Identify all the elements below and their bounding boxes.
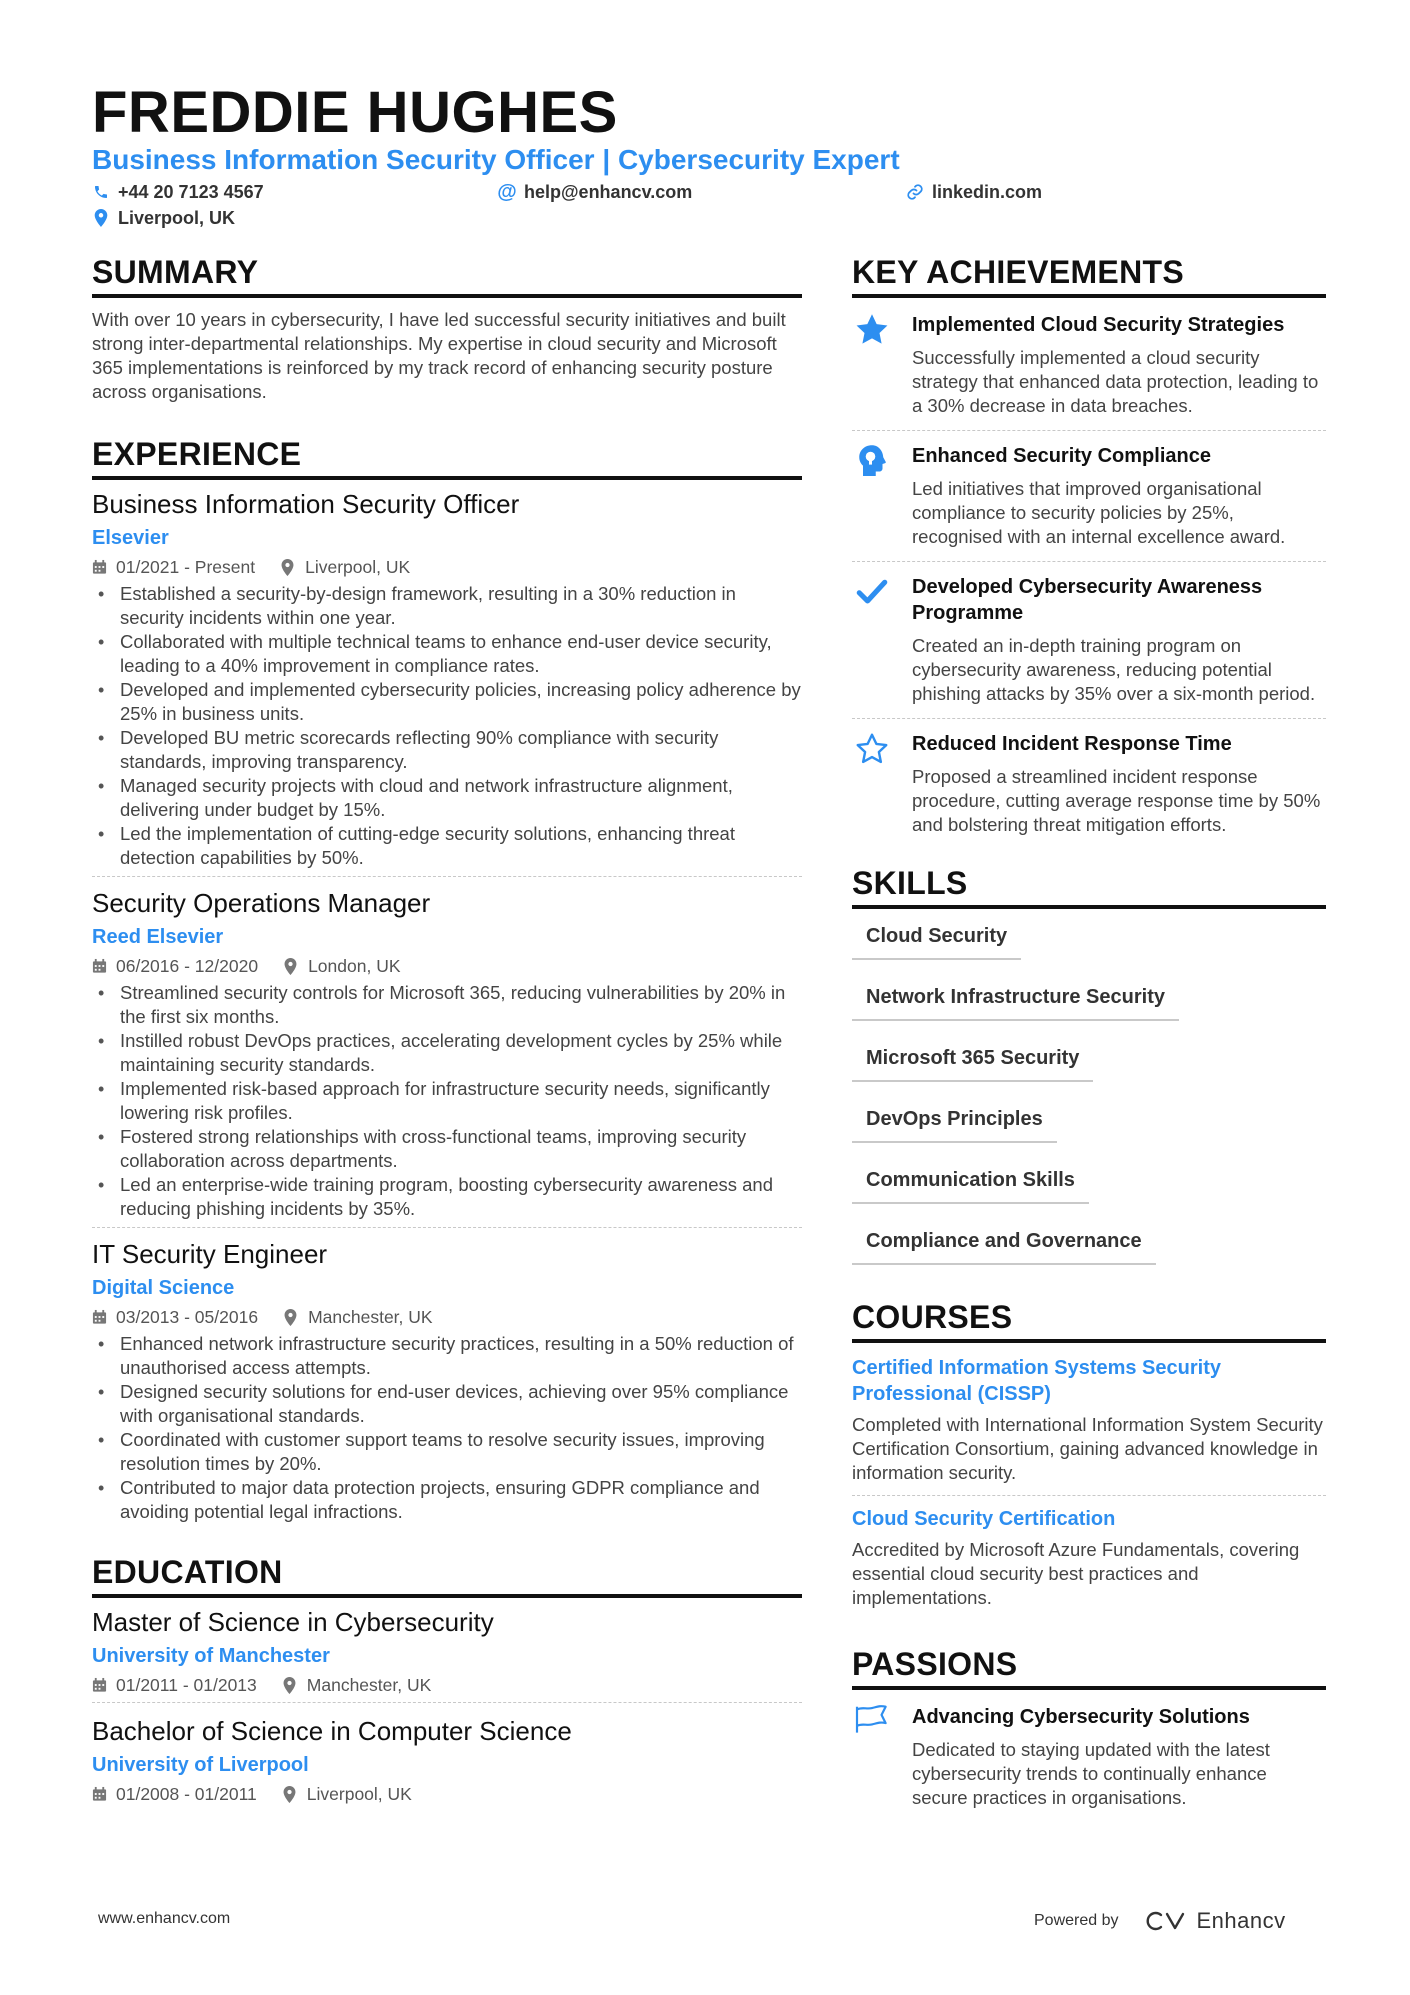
job-bullet: • Led an enterprise-wide training program, boosting cybersecurity awareness and reducing phishing incidents by 35%. [92, 1173, 802, 1221]
candidate-name: FREDDIE HUGHES [92, 80, 618, 145]
flag-icon [852, 1704, 912, 1810]
experience-entry [92, 876, 802, 1227]
achievement-title: Developed Cybersecurity Awareness Programme [912, 576, 1263, 624]
entry-meta [92, 955, 802, 977]
course-title: Cloud Security Certification [852, 1508, 1116, 1530]
skill-tag: DevOps Principles [852, 1102, 1057, 1143]
contact-linkedin[interactable] [906, 180, 1042, 204]
contact-email[interactable] [498, 180, 692, 204]
job-title: IT Security Engineer [92, 1239, 328, 1269]
achievement-description: Proposed a streamlined incident response procedure, cutting average response time by 50% and bolstering threat mitigation efforts. [912, 766, 1321, 835]
entry-meta [92, 1306, 802, 1328]
course-description: Accredited by Microsoft Azure Fundamentals, covering essential cloud security best practices and implementations. [852, 1539, 1300, 1608]
skill-tag: Communication Skills [852, 1163, 1089, 1204]
achievement-title: Enhanced Security Compliance [912, 445, 1211, 467]
entry-location [283, 1674, 432, 1696]
star-filled-icon [852, 312, 912, 418]
location-pin-icon [284, 958, 300, 974]
linkedin-text[interactable]: linkedin.com [932, 182, 1043, 202]
job-title: Business Information Security Officer [92, 489, 520, 519]
entry-dates [92, 556, 255, 578]
entry-meta [92, 1783, 802, 1805]
achievement-body [912, 574, 1326, 706]
passion-item [852, 1692, 1326, 1822]
skill-row [852, 1102, 1326, 1163]
at-sign-icon: @ [497, 181, 517, 203]
course-item [852, 1495, 1326, 1620]
skill-row [852, 919, 1326, 980]
job-bullet: • Instilled robust DevOps practices, accelerating development cycles by 25% while maintaining security standards. [92, 1029, 802, 1077]
experience-entry [92, 488, 802, 876]
job-bullet: • Implemented risk-based approach for infrastructure security needs, significantly lowering risk profiles. [92, 1077, 802, 1125]
skill-row [852, 1041, 1326, 1102]
enhancv-logo[interactable] [1143, 1908, 1286, 1934]
passions-list [852, 1692, 1326, 1822]
star-outline-icon [852, 731, 912, 837]
calendar-icon [92, 1309, 108, 1325]
job-bullet: • Coordinated with customer support teams to resolve security issues, improving resolution times by 20%. [92, 1428, 802, 1476]
entry-location-text: Liverpool, UK [306, 1784, 412, 1804]
entry-dates [92, 1674, 257, 1696]
education-list [92, 1606, 802, 1811]
job-bullet: • Developed BU metric scorecards reflecting 90% compliance with security standards, improving transparency. [92, 726, 802, 774]
passions-heading: PASSIONS [852, 1644, 1326, 1690]
powered-by-label: Powered by [1034, 1912, 1119, 1929]
job-bullet: • Established a security-by-design framework, resulting in a 30% reduction in security incidents within one year. [92, 582, 802, 630]
achievement-body [912, 312, 1326, 418]
footer-url[interactable]: www.enhancv.com [98, 1910, 231, 1927]
course-item [852, 1345, 1326, 1495]
experience-heading: EXPERIENCE [92, 434, 802, 480]
job-bullet: • Contributed to major data protection projects, ensuring GDPR compliance and avoiding potential legal infractions. [92, 1476, 802, 1524]
achievement-item [852, 718, 1326, 849]
location-text: Liverpool, UK [118, 208, 236, 228]
job-bullets [92, 981, 802, 1221]
entry-location [284, 1306, 433, 1328]
calendar-icon [92, 1786, 108, 1802]
achievements-section [852, 252, 1326, 849]
skill-tag: Network Infrastructure Security [852, 980, 1179, 1021]
course-description: Completed with International Information System Security Certification Consortium, gaining advanced knowledge in information security. [852, 1414, 1323, 1483]
entry-location-text: Liverpool, UK [305, 557, 411, 577]
education-entry [92, 1606, 802, 1702]
achievement-title: Reduced Incident Response Time [912, 733, 1232, 755]
achievements-list [852, 300, 1326, 849]
job-bullet: • Collaborated with multiple technical teams to enhance end-user device security, leading to a 40% improvement in compliance rates. [92, 630, 802, 678]
school-name: University of Liverpool [92, 1754, 309, 1776]
company-name: Reed Elsevier [92, 926, 224, 948]
job-bullet: • Fostered strong relationships with cross-functional teams, improving security collaboration across departments. [92, 1125, 802, 1173]
skill-row [852, 1163, 1326, 1224]
skill-tag: Cloud Security [852, 919, 1021, 960]
entry-location-text: Manchester, UK [306, 1675, 432, 1695]
job-bullet: • Streamlined security controls for Microsoft 365, reducing vulnerabilities by 20% in the first six months. [92, 981, 802, 1029]
achievements-heading: KEY ACHIEVEMENTS [852, 252, 1326, 298]
skills-list [852, 919, 1326, 1285]
phone-icon [92, 183, 110, 201]
location-pin-icon [283, 1786, 299, 1802]
left-column [92, 252, 802, 1811]
degree-title: Bachelor of Science in Computer Science [92, 1716, 572, 1746]
entry-dates-text: 01/2008 - 01/2011 [116, 1784, 257, 1804]
entry-meta [92, 1674, 802, 1696]
entry-dates-text: 03/2013 - 05/2016 [116, 1307, 259, 1327]
entry-dates [92, 1306, 258, 1328]
achievement-body [912, 731, 1326, 837]
course-title: Certified Information Systems Security Professional (CISSP) [852, 1357, 1221, 1405]
email-text[interactable]: help@enhancv.com [524, 182, 693, 202]
entry-location [283, 1783, 412, 1805]
footer-powered-by [1034, 1908, 1286, 1934]
skill-row [852, 1224, 1326, 1285]
passions-section [852, 1644, 1326, 1822]
contact-phone [92, 180, 264, 204]
job-bullets [92, 1332, 802, 1524]
company-name: Elsevier [92, 527, 169, 549]
company-name: Digital Science [92, 1277, 235, 1299]
passion-body [912, 1704, 1326, 1810]
enhancv-logo-icon [1143, 1909, 1189, 1933]
achievement-item [852, 430, 1326, 561]
achievement-body [912, 443, 1326, 549]
contact-location [92, 206, 235, 230]
candidate-headline: Business Information Security Officer | Cybersecurity Expert [92, 144, 900, 175]
entry-dates-text: 01/2021 - Present [116, 557, 256, 577]
checkmark-icon [852, 574, 912, 706]
courses-section [852, 1297, 1326, 1620]
experience-section [92, 434, 802, 1530]
achievement-item [852, 561, 1326, 718]
education-section [92, 1552, 802, 1811]
entry-dates-text: 06/2016 - 12/2020 [116, 956, 259, 976]
experience-entry [92, 1227, 802, 1530]
skills-section [852, 863, 1326, 1285]
entry-dates-text: 01/2011 - 01/2013 [116, 1675, 257, 1695]
enhancv-logo-text: Enhancv [1196, 1908, 1286, 1933]
summary-section [92, 252, 802, 404]
achievement-item [852, 300, 1326, 430]
job-bullet: • Designed security solutions for end-user devices, achieving over 95% compliance with organisational standards. [92, 1380, 802, 1428]
entry-dates [92, 955, 258, 977]
phone-text: +44 20 7123 4567 [118, 182, 264, 202]
entry-location [284, 955, 400, 977]
job-bullet: • Led the implementation of cutting-edge security solutions, enhancing threat detection capabilities by 50%. [92, 822, 802, 870]
entry-meta [92, 556, 802, 578]
job-bullet: • Enhanced network infrastructure security practices, resulting in a 50% reduction of unauthorised access attempts. [92, 1332, 802, 1380]
location-pin-icon [92, 209, 110, 227]
calendar-icon [92, 559, 108, 575]
courses-heading: COURSES [852, 1297, 1326, 1343]
passion-title: Advancing Cybersecurity Solutions [912, 1706, 1250, 1728]
education-heading: EDUCATION [92, 1552, 802, 1598]
degree-title: Master of Science in Cybersecurity [92, 1607, 494, 1637]
head-bulb-icon [852, 443, 912, 549]
education-entry [92, 1702, 802, 1811]
link-icon [906, 183, 924, 201]
summary-text: With over 10 years in cybersecurity, I have led successful security initiatives and built strong inter-departmental relationships. My expertise in cloud security and Microsoft 365 implementations is reinforced by my track record of enhancing security posture across organisations. [92, 309, 786, 402]
achievement-description: Successfully implemented a cloud security strategy that enhanced data protection, leading to a 30% decrease in data breaches. [912, 347, 1319, 416]
job-title: Security Operations Manager [92, 888, 431, 918]
calendar-icon [92, 1677, 108, 1693]
school-name: University of Manchester [92, 1645, 330, 1667]
right-column [852, 252, 1326, 1822]
job-bullet: • Managed security projects with cloud and network infrastructure alignment, delivering under budget by 15%. [92, 774, 802, 822]
achievement-description: Led initiatives that improved organisational compliance to security policies by 25%, recognised with an internal excellence award. [912, 478, 1286, 547]
skill-tag: Compliance and Governance [852, 1224, 1156, 1265]
courses-list [852, 1345, 1326, 1620]
entry-location-text: London, UK [308, 956, 401, 976]
location-pin-icon [281, 559, 297, 575]
entry-location [281, 556, 410, 578]
skill-tag: Microsoft 365 Security [852, 1041, 1093, 1082]
summary-heading: SUMMARY [92, 252, 802, 298]
job-bullets [92, 582, 802, 870]
entry-location-text: Manchester, UK [308, 1307, 433, 1327]
job-bullet: • Developed and implemented cybersecurity policies, increasing policy adherence by 25% in business units. [92, 678, 802, 726]
location-pin-icon [284, 1309, 300, 1325]
passion-description: Dedicated to staying updated with the latest cybersecurity trends to continually enhance secure practices in organisations. [912, 1739, 1270, 1808]
skills-heading: SKILLS [852, 863, 1326, 909]
calendar-icon [92, 958, 108, 974]
skill-row [852, 980, 1326, 1041]
achievement-description: Created an in-depth training program on cybersecurity awareness, reducing potential phishing attacks by 35% over a six-month period. [912, 635, 1316, 704]
entry-dates [92, 1783, 257, 1805]
location-pin-icon [283, 1677, 299, 1693]
achievement-title: Implemented Cloud Security Strategies [912, 314, 1285, 336]
experience-list [92, 488, 802, 1530]
